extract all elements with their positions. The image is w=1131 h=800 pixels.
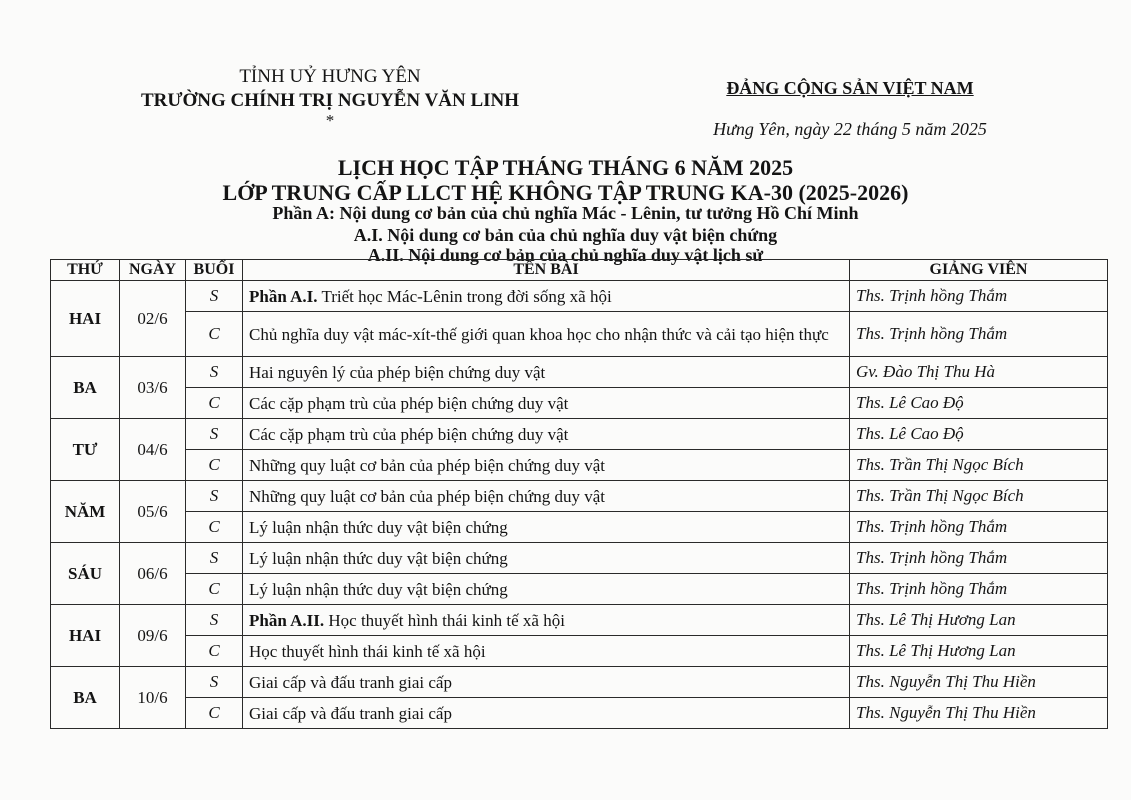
- cell-day-of-week: BA: [51, 667, 120, 729]
- cell-lecturer: Ths. Lê Cao Độ: [850, 419, 1108, 450]
- table-row: [51, 698, 1108, 729]
- cell-lesson: [243, 667, 850, 698]
- cell-day-of-week: NĂM: [51, 481, 120, 543]
- cell-session: S: [186, 419, 243, 450]
- title-part-a: Phần A: Nội dung cơ bản của chủ nghĩa Mác - Lênin, tư tưởng Hồ Chí Minh: [272, 203, 859, 223]
- cell-lesson: [243, 450, 850, 481]
- lesson-title: Giai cấp và đấu tranh giai cấp: [249, 703, 452, 723]
- cell-lecturer: Gv. Đào Thị Thu Hà: [850, 357, 1108, 388]
- lesson-title: Những quy luật cơ bản của phép biện chứng duy vật: [249, 486, 605, 506]
- schedule-table: [50, 259, 1108, 729]
- cell-lesson: [243, 281, 850, 312]
- cell-lecturer: Ths. Trịnh hồng Thắm: [850, 512, 1108, 543]
- cell-date: 03/6: [120, 357, 186, 419]
- cell-lecturer: Ths. Lê Cao Độ: [850, 388, 1108, 419]
- table-row: [51, 357, 1108, 388]
- header-ngay: NGÀY: [120, 260, 186, 281]
- cell-lecturer: Ths. Trần Thị Ngọc Bích: [850, 450, 1108, 481]
- document-date: Hưng Yên, ngày 22 tháng 5 năm 2025: [713, 119, 987, 139]
- header-ten-bai: TÊN BÀI: [243, 260, 850, 281]
- title-section-a2: A.II. Nội dung cơ bản của chủ nghĩa duy vật lịch sử: [367, 245, 764, 265]
- lesson-title: Triết học Mác-Lênin trong đời sống xã hội: [317, 286, 612, 306]
- cell-day-of-week: BA: [51, 357, 120, 419]
- cell-lesson: [243, 698, 850, 729]
- title-section-a1: A.I. Nội dung cơ bản của chủ nghĩa duy vật biện chứng: [353, 225, 778, 245]
- org-school: TRƯỜNG CHÍNH TRỊ NGUYỄN VĂN LINH: [140, 90, 520, 111]
- lesson-title: Học thuyết hình thái kinh tế xã hội: [249, 641, 486, 661]
- cell-lesson: [243, 636, 850, 667]
- lesson-title: Hai nguyên lý của phép biện chứng duy vật: [249, 362, 546, 382]
- cell-lecturer: Ths. Trịnh hồng Thắm: [850, 574, 1108, 605]
- cell-day-of-week: TƯ: [51, 419, 120, 481]
- lesson-part-label: Phần A.I.: [249, 286, 318, 306]
- table-row: [51, 512, 1108, 543]
- cell-session: C: [186, 450, 243, 481]
- cell-date: 09/6: [120, 605, 186, 667]
- cell-session: S: [186, 281, 243, 312]
- cell-session: C: [186, 388, 243, 419]
- cell-lecturer: Ths. Lê Thị Hương Lan: [850, 636, 1108, 667]
- star-mark: *: [325, 111, 335, 130]
- lesson-title: Chủ nghĩa duy vật mác-xít-thế giới quan khoa học cho nhận thức và cải tạo hiện thực: [249, 324, 829, 344]
- cell-lesson: [243, 543, 850, 574]
- cell-date: 02/6: [120, 281, 186, 357]
- cell-lesson: [243, 605, 850, 636]
- table-row: [51, 281, 1108, 312]
- cell-session: S: [186, 481, 243, 512]
- table-row: [51, 419, 1108, 450]
- title-schedule: LỊCH HỌC TẬP THÁNG THÁNG 6 NĂM 2025: [337, 155, 794, 180]
- cell-lesson: [243, 512, 850, 543]
- schedule-body: [51, 281, 1108, 729]
- cell-session: C: [186, 312, 243, 357]
- lesson-title: Học thuyết hình thái kinh tế xã hội: [324, 610, 565, 630]
- lesson-title: Lý luận nhận thức duy vật biện chứng: [249, 579, 508, 599]
- cell-lecturer: Ths. Trần Thị Ngọc Bích: [850, 481, 1108, 512]
- cell-session: S: [186, 667, 243, 698]
- org-province: TỈNH UỶ HƯNG YÊN: [239, 66, 421, 87]
- table-row: [51, 481, 1108, 512]
- table-row: [51, 667, 1108, 698]
- lesson-title: Những quy luật cơ bản của phép biện chứng duy vật: [249, 455, 605, 475]
- cell-lesson: [243, 388, 850, 419]
- cell-lecturer: Ths. Nguyễn Thị Thu Hiền: [850, 667, 1108, 698]
- table-row: [51, 543, 1108, 574]
- cell-session: S: [186, 357, 243, 388]
- cell-lecturer: Ths. Nguyễn Thị Thu Hiền: [850, 698, 1108, 729]
- cell-lesson: [243, 357, 850, 388]
- table-row: [51, 388, 1108, 419]
- cell-session: C: [186, 512, 243, 543]
- table-row: [51, 636, 1108, 667]
- table-row: [51, 312, 1108, 357]
- table-row: [51, 605, 1108, 636]
- lesson-title: Các cặp phạm trù của phép biện chứng duy vật: [249, 424, 569, 444]
- table-row: [51, 574, 1108, 605]
- table-row: [51, 450, 1108, 481]
- title-class: LỚP TRUNG CẤP LLCT HỆ KHÔNG TẬP TRUNG KA-30 (2025-2026): [222, 180, 909, 205]
- cell-session: C: [186, 636, 243, 667]
- header-giang-vien: GIẢNG VIÊN: [850, 260, 1108, 281]
- lesson-title: Giai cấp và đấu tranh giai cấp: [249, 672, 452, 692]
- cell-lesson: [243, 312, 850, 357]
- cell-day-of-week: HAI: [51, 605, 120, 667]
- cell-date: 06/6: [120, 543, 186, 605]
- cell-day-of-week: SÁU: [51, 543, 120, 605]
- lesson-title: Lý luận nhận thức duy vật biện chứng: [249, 517, 508, 537]
- lesson-title: Lý luận nhận thức duy vật biện chứng: [249, 548, 508, 568]
- cell-lesson: [243, 574, 850, 605]
- party-name: ĐẢNG CỘNG SẢN VIỆT NAM: [726, 78, 974, 98]
- cell-date: 04/6: [120, 419, 186, 481]
- cell-lesson: [243, 481, 850, 512]
- lesson-part-label: Phần A.II.: [249, 610, 325, 630]
- cell-date: 05/6: [120, 481, 186, 543]
- cell-session: C: [186, 574, 243, 605]
- cell-date: 10/6: [120, 667, 186, 729]
- cell-session: S: [186, 605, 243, 636]
- lesson-title: Các cặp phạm trù của phép biện chứng duy vật: [249, 393, 569, 413]
- cell-session: S: [186, 543, 243, 574]
- header-thu: THỨ: [51, 260, 120, 281]
- cell-lecturer: Ths. Trịnh hồng Thắm: [850, 312, 1108, 357]
- cell-day-of-week: HAI: [51, 281, 120, 357]
- cell-lesson: [243, 419, 850, 450]
- cell-lecturer: Ths. Lê Thị Hương Lan: [850, 605, 1108, 636]
- header-buoi: BUỔI: [186, 260, 243, 281]
- cell-lecturer: Ths. Trịnh hồng Thắm: [850, 543, 1108, 574]
- cell-session: C: [186, 698, 243, 729]
- cell-lecturer: Ths. Trịnh hồng Thắm: [850, 281, 1108, 312]
